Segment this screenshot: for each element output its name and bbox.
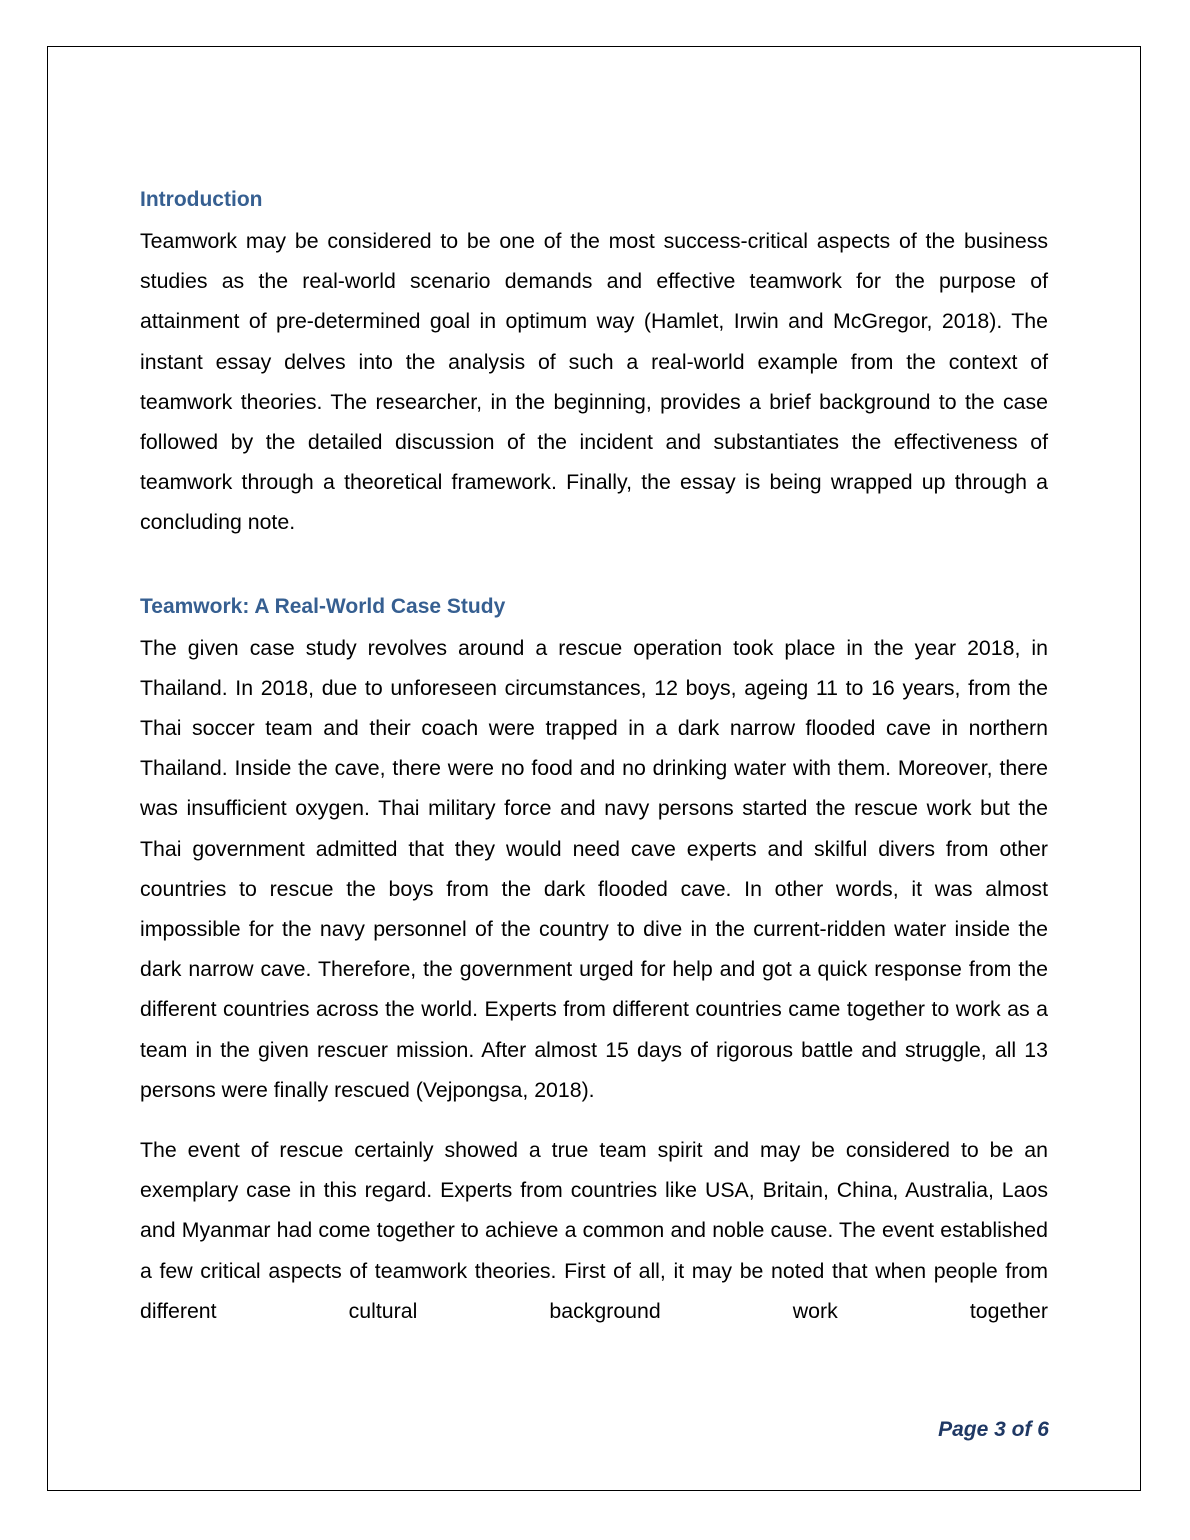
document-body (140, 183, 1048, 1331)
case-study-paragraph-2: The event of rescue certainly showed a true team spirit and may be considered to be an exemplary case in this regard. Experts from countries like USA, Britain, China, Australia, Laos and Myanmar had come together to achieve a common and noble cause. The event established a few critical aspects of teamwork theories. First of all, it may be noted that when people from different cultural background work together (140, 1138, 1048, 1323)
introduction-paragraph: Teamwork may be considered to be one of the most success-critical aspects of the business studies as the real-world scenario demands and effective teamwork for the purpose of attainment of pre-determined goal in optimum way (Hamlet, Irwin and McGregor, 2018). The instant essay delves into the analysis of such a real-world example from the context of teamwork theories. The researcher, in the beginning, provides a brief background to the case followed by the detailed discussion of the incident and substantiates the effectiveness of teamwork through a theoretical framework. Finally, the essay is being wrapped up through a concluding note. (140, 229, 1048, 535)
page-number: Page 3 of 6 (938, 1418, 1049, 1441)
case-study-paragraph-1: The given case study revolves around a rescue operation took place in the year 2018, in Thailand. In 2018, due to unforeseen circumstances, 12 boys, ageing 11 to 16 years, from the Thai soccer team and their coach were trapped in a dark narrow flooded cave in northern Thailand. Inside the cave, there were no food and no drinking water with them. Moreover, there was insufficient oxygen. Thai military force and navy persons started the rescue work but the Thai government admitted that they would need cave experts and skilful divers from other countries to rescue the boys from the dark flooded cave. In other words, it was almost impossible for the navy personnel of the country to dive in the current-ridden water inside the dark narrow cave. Therefore, the government urged for help and got a quick response from the different countries across the world. Experts from different countries came together to work as a team in the given rescuer mission. After almost 15 days of rigorous battle and struggle, all 13 persons were finally rescued (Vejpongsa, 2018). (140, 635, 1048, 1102)
paragraph-spacer (140, 1110, 1048, 1130)
section-spacer (140, 543, 1048, 590)
section-heading-case-study: Teamwork: A Real-World Case Study (140, 594, 506, 618)
section-heading-introduction: Introduction (140, 188, 263, 211)
